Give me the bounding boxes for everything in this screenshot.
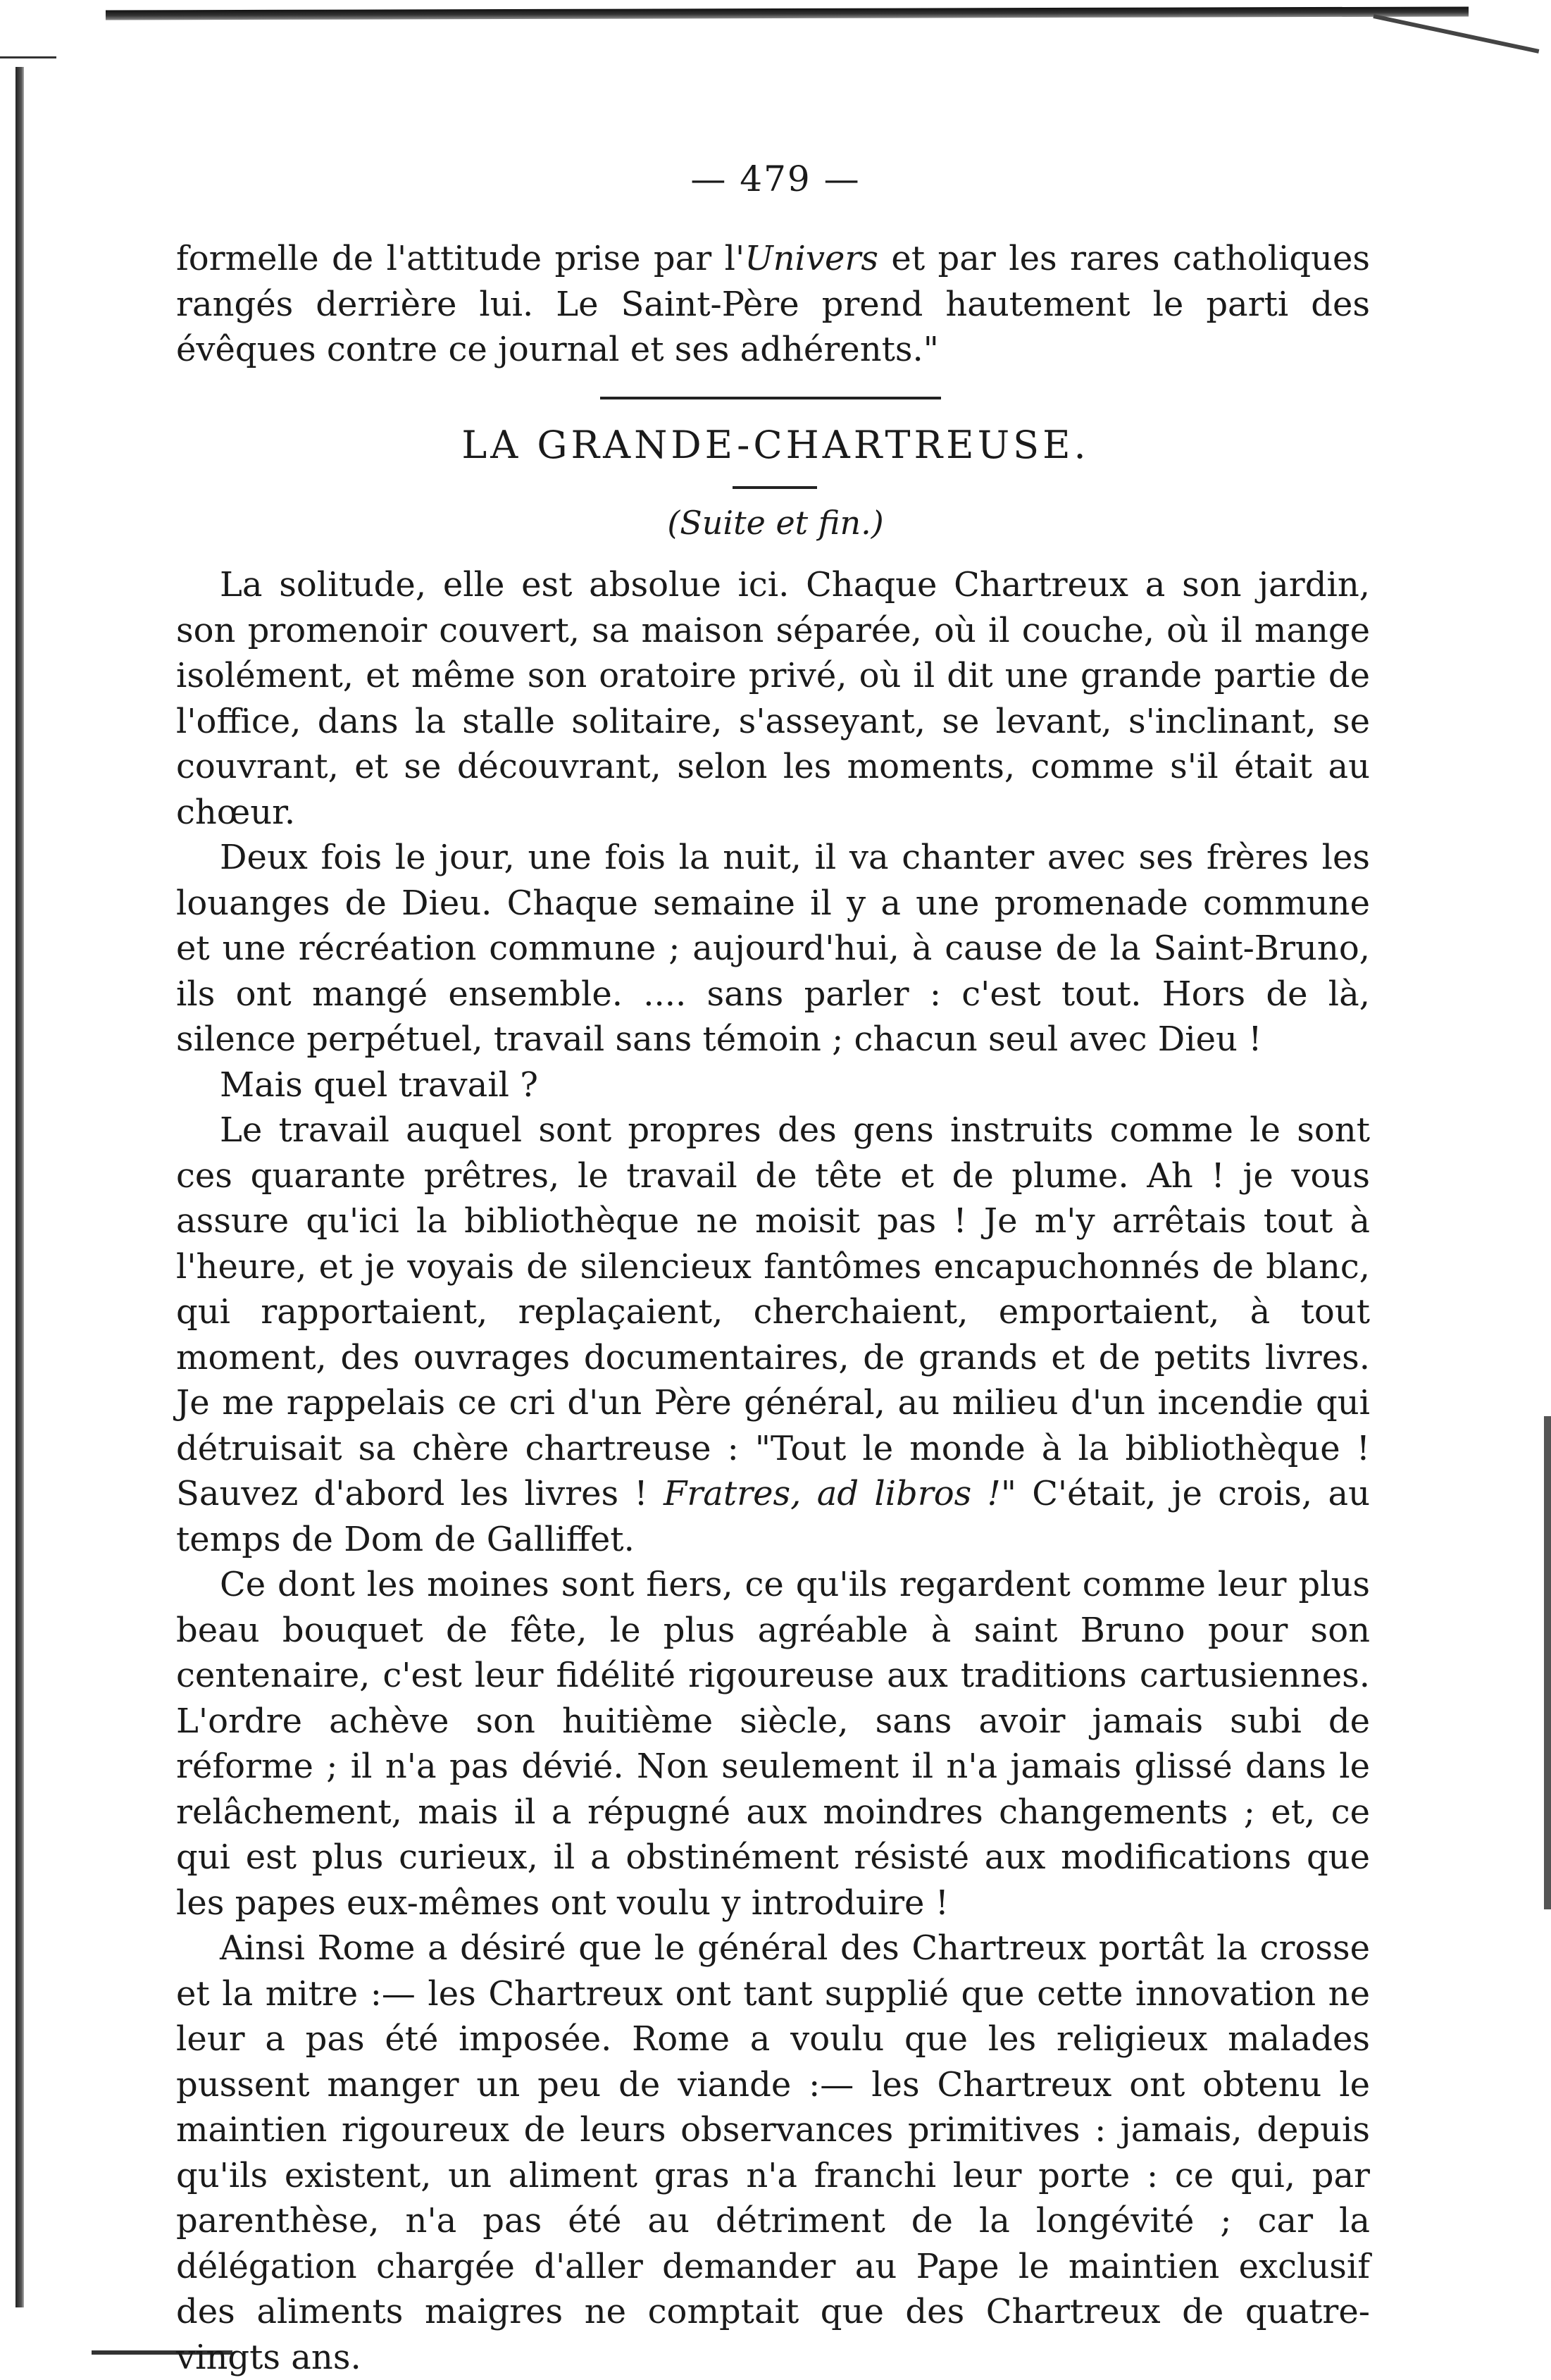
intro-text-italic: Univers	[745, 239, 879, 278]
library-paragraph	[176, 1108, 1370, 1562]
paragraph: Deux fois le jour, une fois la nuit, il va chanter avec ses frères les louanges de Dieu. Chaque semaine il y a une promenade commune et une récréation commune ; aujourd'hui, à cause de la Saint-Bruno, ils ont mangé ensemble. .... sans parler : c'est tout. Hors de là, silence perpétuel, travail sans témoin ; chacun seul avec Dieu !	[176, 838, 1370, 1059]
intro-text-start: formelle de l'attitude prise par l'	[176, 239, 745, 278]
intro-block	[176, 236, 1370, 373]
library-text-italic: Fratres, ad libros !	[664, 1474, 1001, 1513]
scan-edge-top	[106, 6, 1469, 20]
scan-edge-right	[1544, 1416, 1551, 1909]
body-text	[176, 562, 1370, 2380]
intro-text-end: et par les rares catholiques rangés derrière lui. Le Saint-Père prend hautement le parti des évêques contre ce journal et ses adhérents."	[176, 239, 1370, 369]
paragraph: Ainsi Rome a désiré que le général des Chartreux portât la crosse et la mitre :— les Chartreux ont tant supplié que cette innovation ne leur a pas été imposée. Rome a voulu que les religieux malades pussent manger un peu de viande :— les Chartreux ont obtenu le maintien rigoureux de leurs observances primitives : jamais, depuis qu'ils existent, un aliment gras n'a franchi leur porte : ce qui, par parenthèse, n'a pas été au détriment de la longévité ; car la délégation chargée d'aller demander au Pape le maintien exclusif des aliments maigres ne comptait que des Chartreux de quatre-vingts ans.	[176, 1928, 1370, 2377]
library-text-end: " C'était, je crois, au temps de Dom de Galliffet.	[176, 1474, 1370, 1559]
intro-paragraph	[176, 236, 1370, 373]
paragraph: Ce dont les moines sont fiers, ce qu'ils regardent comme leur plus beau bouquet de fête, le plus agréable à saint Bruno pour son centenaire, c'est leur fidélité rigoureuse aux traditions cartusiennes. L'ordre achève son huitième siècle, sans avoir jamais subi de réforme ; il n'a pas dévié. Non seulement il n'a jamais glissé dans le relâchement, mais il a répugné aux moindres changements ; et, ce qui est plus curieux, il a obstinément résisté aux modifications que les papes eux-mêmes ont voulu y introduire !	[176, 1565, 1370, 1923]
paragraph: La solitude, elle est absolue ici. Chaque Chartreux a son jardin, son promenoir couvert, sa maison séparée, où il couche, où il mange isolément, et même son oratoire privé, où il dit une grande partie de l'office, dans la stalle solitaire, s'asseyant, se levant, s'inclinant, se couvrant, et se découvrant, selon les moments, comme s'il était au chœur.	[176, 565, 1370, 832]
title-separator	[733, 486, 817, 489]
section-title: LA GRANDE-CHARTREUSE.	[461, 423, 1090, 467]
scan-edge-left	[15, 67, 24, 2307]
page-number: — 479 —	[690, 159, 861, 199]
scan-edge-top-tail	[1373, 14, 1539, 54]
section-separator	[600, 397, 941, 399]
paragraph: Mais quel travail ?	[220, 1065, 538, 1105]
library-text-start: Le travail auquel sont propres des gens instruits comme le sont ces quarante prêtres, le travail de tête et de plume. Ah ! je vous assure qu'ici la bibliothèque ne moisit pas ! Je m'y arrêtais tout à l'heure, et je voyais de silencieux fantômes encapuchonnés de blanc, qui rapportaient, replaçaient, cherchaient, emportaient, à tout moment, des ouvrages documentaires, de grands et de petits livres. Je me rappelais ce cri d'un Père général, au milieu d'un incendie qui détruisait sa chère chartreuse : "Tout le monde à la bibliothèque ! Sauvez d'abord les livres !	[176, 1110, 1370, 1513]
section-subtitle: (Suite et fin.)	[667, 504, 884, 542]
scan-edge-left-tick	[0, 56, 56, 58]
